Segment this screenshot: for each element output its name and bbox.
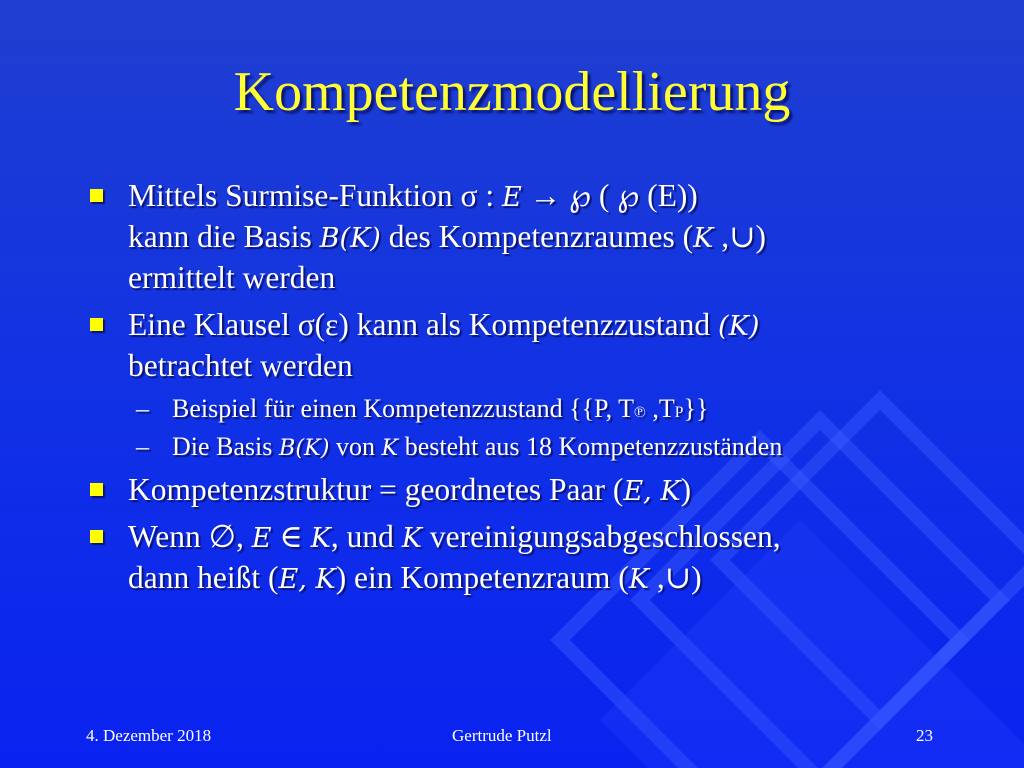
bullet-line: dann heißt (E, K) ein Kompetenzraum (K ,∪) xyxy=(128,559,702,595)
subbullet-dash: – xyxy=(136,393,149,423)
slide-title: Kompetenzmodellierung xyxy=(233,61,791,123)
footer-date: 4. Dezember 2018 xyxy=(86,726,212,745)
bullet-marker xyxy=(90,318,103,331)
bullet-line: kann die Basis B(K) des Kompetenzraumes (K ,∪) xyxy=(128,218,767,254)
bullet-line: betrachtet werden xyxy=(128,347,353,383)
subbullet-example: – Beispiel für einen Kompetenzzustand {{P, T℗ ,TP}} xyxy=(84,393,984,426)
bullet-marker xyxy=(90,483,103,496)
bullet-marker xyxy=(90,189,103,202)
subbullet-basis: – Die Basis B(K) von K besteht aus 18 Kompetenzzuständen xyxy=(84,431,984,464)
bullet-line: Mittels Surmise-Funktion σ : E → ℘ ( ℘ (E)) xyxy=(128,178,698,213)
footer-author: Gertrude Putzl xyxy=(452,726,552,745)
bullet-surmise-function xyxy=(84,176,984,299)
bullet-competence-structure xyxy=(84,470,984,511)
bullet-line: Wenn ∅, E ∈ K, und K vereinigungsabgeschlossen, xyxy=(128,518,781,554)
bullet-line: Kompetenzstruktur = geordnetes Paar (E, K) xyxy=(128,471,692,507)
bullet-clause xyxy=(84,305,984,387)
bullet-marker xyxy=(90,530,103,543)
bullet-line: Eine Klausel σ(ε) kann als Kompetenzzustand (K) xyxy=(128,306,760,342)
bullet-line: ermittelt werden xyxy=(128,259,336,295)
slide-content xyxy=(84,176,984,605)
bullet-competence-space xyxy=(84,517,984,599)
footer-page-number: 23 xyxy=(916,726,933,745)
subbullet-dash: – xyxy=(136,432,149,462)
